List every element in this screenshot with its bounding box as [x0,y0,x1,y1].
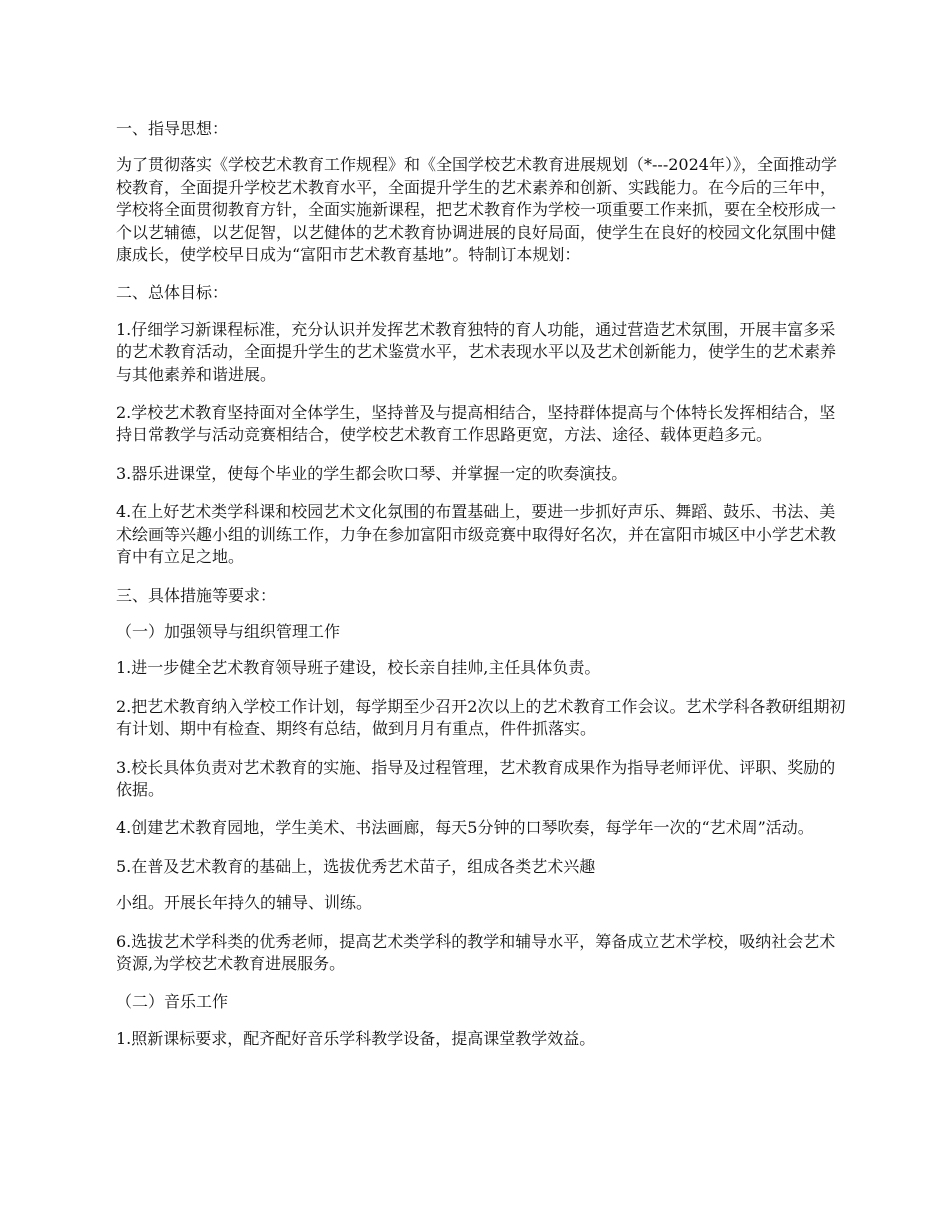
measure-item-5: 5.在普及艺术教育的基础上，选拔优秀艺术苗子，组成各类艺术兴趣 [116,856,596,876]
measure-item-4: 4.创建艺术教育园地，学生美术、书法画廊，每天5分钟的口琴吹奏，每学年一次的“艺术周”活动。 [116,818,814,838]
document-body [116,118,846,1066]
section-heading-guiding-ideology: 一、指导思想： [116,119,229,138]
goal-item-3: 3.器乐进课堂，使每个毕业的学生都会吹口琴、并掌握一定的吹奏演技。 [116,463,628,483]
measure-item-1: 1.进一步健全艺术教育领导班子建设，校长亲自挂帅,主任具体负责。 [116,658,601,678]
measure-item-2: 2.把艺术教育纳入学校工作计划，每学期至少召开2次以上的艺术教育工作会议。艺术学科各教研组期初有计划、期中有检查、期终有总结，做到月月有重点，件件抓落实。 [116,696,846,739]
goal-item-2: 2.学校艺术教育坚持面对全体学生，坚持普及与提高相结合，坚持群体提高与个体特长发挥相结合，坚持日常教学与活动竞赛相结合，使学校艺术教育工作思路更宽，方法、途径、载体更趋多元。 [116,403,836,445]
goal-item-4: 4.在上好艺术类学科课和校园艺术文化氛围的布置基础上，要进一步抓好声乐、舞蹈、鼓乐、书法、美术绘画等兴趣小组的训练工作，力争在参加富阳市级竞赛中取得好名次，并在富阳市城区中小学艺术教育中有立足之地。 [116,502,837,567]
music-item-1: 1.照新课标要求，配齐配好音乐学科教学设备，提高课堂教学效益。 [116,1028,596,1048]
section-heading-measures: 三、具体措施等要求： [116,585,277,605]
subsection-heading-leadership: （一）加强领导与组织管理工作 [116,621,341,641]
goal-item-1: 1.仔细学习新课程标准，充分认识并发挥艺术教育独特的育人功能，通过营造艺术氛围，开展丰富多采的艺术教育活动，全面提升学生的艺术鉴赏水平，艺术表现水平以及艺术创新能力，使学生的艺术素养与其他素养和谐进展。 [116,319,837,384]
measure-item-3: 3.校长具体负责对艺术教育的实施、指导及过程管理，艺术教育成果作为指导老师评优、评职、奖励的依据。 [116,757,836,799]
measure-item-6: 6.选拔艺术学科类的优秀老师，提高艺术类学科的教学和辅导水平，筹备成立艺术学校，吸纳社会艺术资源,为学校艺术教育进展服务。 [116,931,836,973]
measure-item-5-continued: 小组。开展长年持久的辅导、训练。 [116,893,373,913]
subsection-heading-music: （二）音乐工作 [116,992,229,1012]
paragraph-guiding-ideology: 为了贯彻落实《学校艺术教育工作规程》和《全国学校艺术教育进展规划（*---2024年）》，全面推动学校教育，全面提升学校艺术教育水平，全面提升学生的艺术素养和创新、实践能力。在今后的三年中，学校将全面贯彻教育方针，全面实施新课程，把艺术教育作为学校一项重要工作来抓，要在全校形成一个以艺辅德，以艺促智，以艺健体的艺术教育协调进展的良好局面，使学生在良好的校园文化氛围中健康成长，使学校早日成为“富阳市艺术教育基地”。特制订本规划： [116,155,837,265]
section-heading-overall-goals: 二、总体目标： [116,283,229,303]
